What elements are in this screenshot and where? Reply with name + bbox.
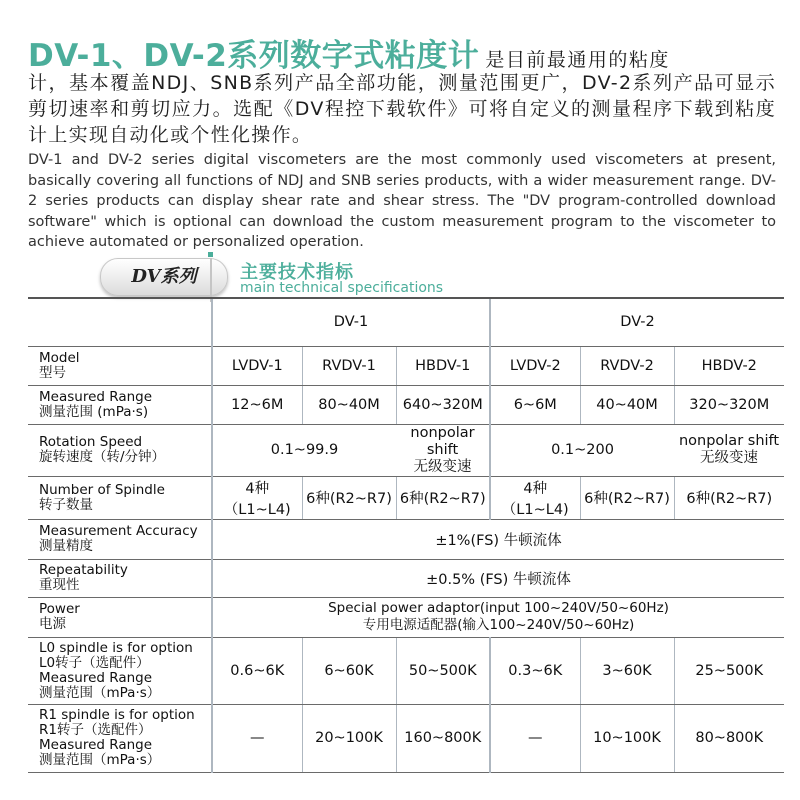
table-row xyxy=(28,637,784,704)
title-line xyxy=(28,30,788,75)
cell: — xyxy=(212,704,302,772)
section-title-en: main technical specifications xyxy=(240,280,444,296)
group-header-row xyxy=(28,298,784,346)
title-tail: 是目前最通用的粘度 xyxy=(485,49,670,71)
cell: 25~500K xyxy=(674,637,784,704)
cell: 0.6~6K xyxy=(212,637,302,704)
cell: RVDV-2 xyxy=(580,346,674,385)
cell: 6种(R2~R7) xyxy=(396,476,490,519)
cell: 320~320M xyxy=(674,385,784,424)
row-label xyxy=(28,385,212,424)
label-cn: 电源 xyxy=(39,616,66,632)
cell xyxy=(674,424,784,476)
cell: 4种（L1~L4) xyxy=(212,476,302,519)
shift-en: nonpolar shift xyxy=(678,433,780,449)
cell: 4种（L1~L4) xyxy=(490,476,580,519)
cell: 40~40M xyxy=(580,385,674,424)
cell: — xyxy=(490,704,580,772)
label-cn: 型号 xyxy=(39,364,66,381)
label-en: Power xyxy=(39,601,80,617)
spec-table xyxy=(28,297,784,773)
label-cn: 旋转速度（转/分钟） xyxy=(39,449,166,465)
group-header: DV-1 xyxy=(212,298,490,346)
cell: HBDV-2 xyxy=(674,346,784,385)
section-badge: DV系列 xyxy=(100,258,228,296)
table-row xyxy=(28,476,784,519)
table-row xyxy=(28,704,784,772)
label-cn: R1转子（选配件） xyxy=(39,722,152,738)
label-en2: Measured Range xyxy=(39,669,153,686)
label-en: Repeatability xyxy=(39,562,128,578)
cell: 80~40M xyxy=(302,385,396,424)
label-cn: 转子数量 xyxy=(39,496,93,513)
row-label xyxy=(28,559,212,597)
cell: 0.3~6K xyxy=(490,637,580,704)
table-row xyxy=(28,346,784,385)
cell: LVDV-1 xyxy=(212,346,302,385)
intro-chinese: 计，基本覆盖NDJ、SNB系列产品全部功能，测量范围更广，DV-2系列产品可显示剪切速率和剪切应力。选配《DV程控下载软件》可将自定义的测量程序下载到粘度计上实现自动化或个性化操作。 xyxy=(28,72,776,146)
intro-english: DV-1 and DV-2 series digital viscometers are the most commonly used viscometers at present, basically covering all functions of NDJ and SNB series products, with a wider measurement range. DV-2 series products can display shear rate and shear stress. The "DV program-controlled download software" which is optional can download the custom measurement program to the viscometer to achieve automated or personalized operation. xyxy=(28,152,776,250)
label-cn: 测量精度 xyxy=(39,538,93,554)
cell: 6种(R2~R7) xyxy=(674,476,784,519)
row-label xyxy=(28,424,212,476)
row-label xyxy=(28,637,212,704)
table-row xyxy=(28,519,784,559)
corner-cell xyxy=(28,298,212,346)
shift-cn: 无级变速 xyxy=(700,450,759,466)
cell: 6种(R2~R7) xyxy=(302,476,396,519)
cell: 6~60K xyxy=(302,637,396,704)
cell: 6~6M xyxy=(490,385,580,424)
power-cn: 专用电源适配器(输入100~240V/50~60Hz) xyxy=(362,617,635,633)
cell: 50~500K xyxy=(396,637,490,704)
power-en: Special power adaptor(input 100~240V/50~60Hz) xyxy=(328,600,669,616)
label-en: Measured Range xyxy=(39,388,153,405)
label-en: Measurement Accuracy xyxy=(39,523,198,539)
label-en: R1 spindle is for option xyxy=(39,707,195,723)
label-cn: 重现性 xyxy=(39,577,80,593)
cell: 0.1~99.9 xyxy=(212,424,396,476)
row-label xyxy=(28,346,212,385)
label-cn2: 测量范围（mPa·s） xyxy=(39,684,161,701)
cell: HBDV-1 xyxy=(396,346,490,385)
row-label xyxy=(28,519,212,559)
row-label xyxy=(28,704,212,772)
table-row xyxy=(28,385,784,424)
cell xyxy=(396,424,490,476)
cell: LVDV-2 xyxy=(490,346,580,385)
cell: 160~800K xyxy=(396,704,490,772)
cell: RVDV-1 xyxy=(302,346,396,385)
cell: 20~100K xyxy=(302,704,396,772)
section-dot xyxy=(208,252,213,257)
label-cn: L0转子（选配件） xyxy=(39,654,150,671)
label-en: L0 spindle is for option xyxy=(39,639,193,656)
label-en: Number of Spindle xyxy=(39,481,165,498)
cell: 3~60K xyxy=(580,637,674,704)
cell: 80~800K xyxy=(674,704,784,772)
label-cn: 测量范围 (mPa·s) xyxy=(39,403,149,420)
label-en2: Measured Range xyxy=(39,737,153,753)
table-row xyxy=(28,597,784,637)
cell: 10~100K xyxy=(580,704,674,772)
label-cn2: 测量范围（mPa·s） xyxy=(39,752,161,768)
cell xyxy=(212,597,784,637)
section-divider xyxy=(210,258,212,302)
cell: ±0.5% (FS) 牛顿流体 xyxy=(212,559,784,597)
shift-en: nonpolar shift xyxy=(410,424,475,458)
label-en: Rotation Speed xyxy=(39,434,143,450)
group-header: DV-2 xyxy=(490,298,784,346)
row-label xyxy=(28,597,212,637)
cell: 0.1~200 xyxy=(490,424,674,476)
section-title-cn: 主要技术指标 xyxy=(240,262,354,283)
table-row xyxy=(28,559,784,597)
label-en: Model xyxy=(39,349,80,366)
cell: 640~320M xyxy=(396,385,490,424)
table-row xyxy=(28,424,784,476)
cell: 12~6M xyxy=(212,385,302,424)
row-label xyxy=(28,476,212,519)
shift-cn: 无级变速 xyxy=(413,458,472,475)
page-title: DV-1、DV-2系列数字式粘度计 xyxy=(28,38,480,74)
cell: ±1%(FS) 牛顿流体 xyxy=(212,519,784,559)
cell: 6种(R2~R7) xyxy=(580,476,674,519)
